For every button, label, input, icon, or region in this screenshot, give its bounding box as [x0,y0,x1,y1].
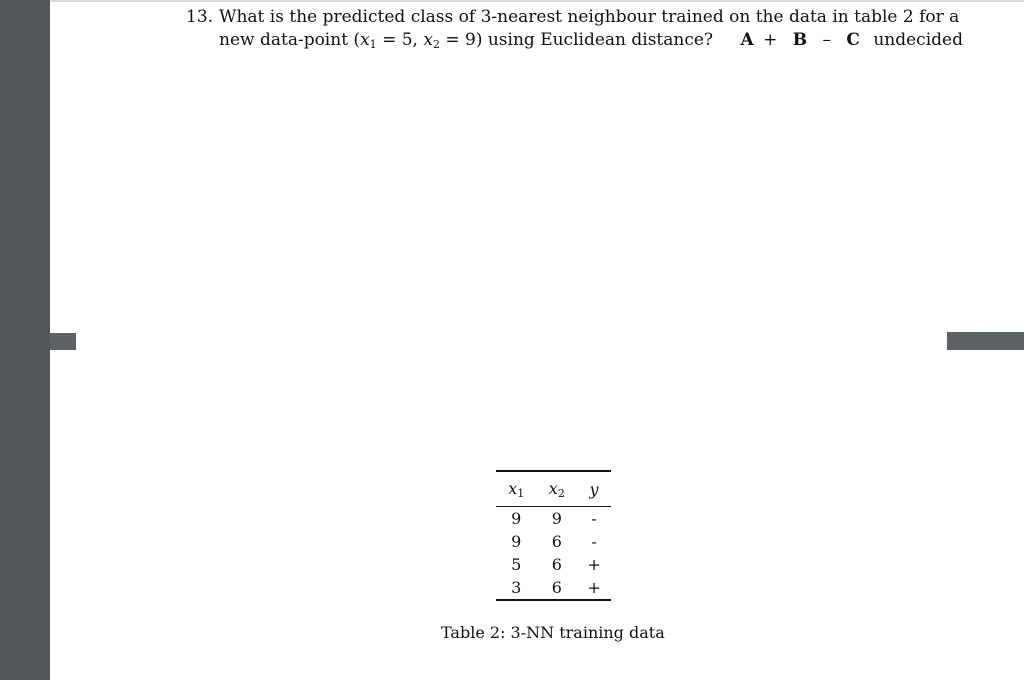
table-row [496,507,611,531]
x2-equals: = 9) using Euclidean distance? [439,30,714,50]
table-row [496,576,611,600]
training-data-table-wrapper [496,470,611,601]
x2-variable: x [423,30,433,50]
answer-options [740,30,963,50]
table-cell: - [591,509,597,528]
table-cell: + [587,555,601,574]
x1-equals: = 5, [376,30,424,50]
training-data-table [496,470,611,601]
table-cell: 5 [511,555,522,574]
option-b-letter: B [792,30,808,50]
table-cell: 6 [551,578,562,597]
x1-variable: x [360,30,370,50]
table-caption: Table 2: 3-NN training data [441,623,665,642]
table-header-row [496,471,611,507]
question-number: 13. [186,7,214,27]
question-text-line2 [219,29,963,56]
table-cell: 9 [511,532,522,551]
table-cell: 6 [551,532,562,551]
header-x1: $x_1$ [496,471,537,507]
question-text-line1: What is the predicted class of 3-nearest neighbour trained on the data in table 2 for a [219,7,960,27]
option-a-letter: A [740,30,754,50]
option-c-letter: C [846,30,860,50]
left-gutter [0,0,50,680]
table-row [496,553,611,576]
option-b-value: – [822,30,831,50]
right-page-tab [947,332,1024,350]
table-row [496,530,611,553]
table-cell: 9 [511,509,522,528]
table-cell: - [591,532,597,551]
question-text-prefix: new data-point ( [219,30,361,50]
option-a-value: + [763,30,778,50]
x2-subscript: 2 [432,38,440,51]
table-cell: 3 [511,578,522,597]
table-cell: 9 [551,509,562,528]
table-cell: 6 [551,555,562,574]
option-c-value: undecided [873,30,963,50]
header-x2: $x_2$ [537,471,578,507]
x1-subscript: 1 [369,38,377,51]
left-page-tab [50,333,76,350]
page-top-border [50,0,1024,2]
table-cell: + [587,578,601,597]
header-y: y [577,471,611,507]
